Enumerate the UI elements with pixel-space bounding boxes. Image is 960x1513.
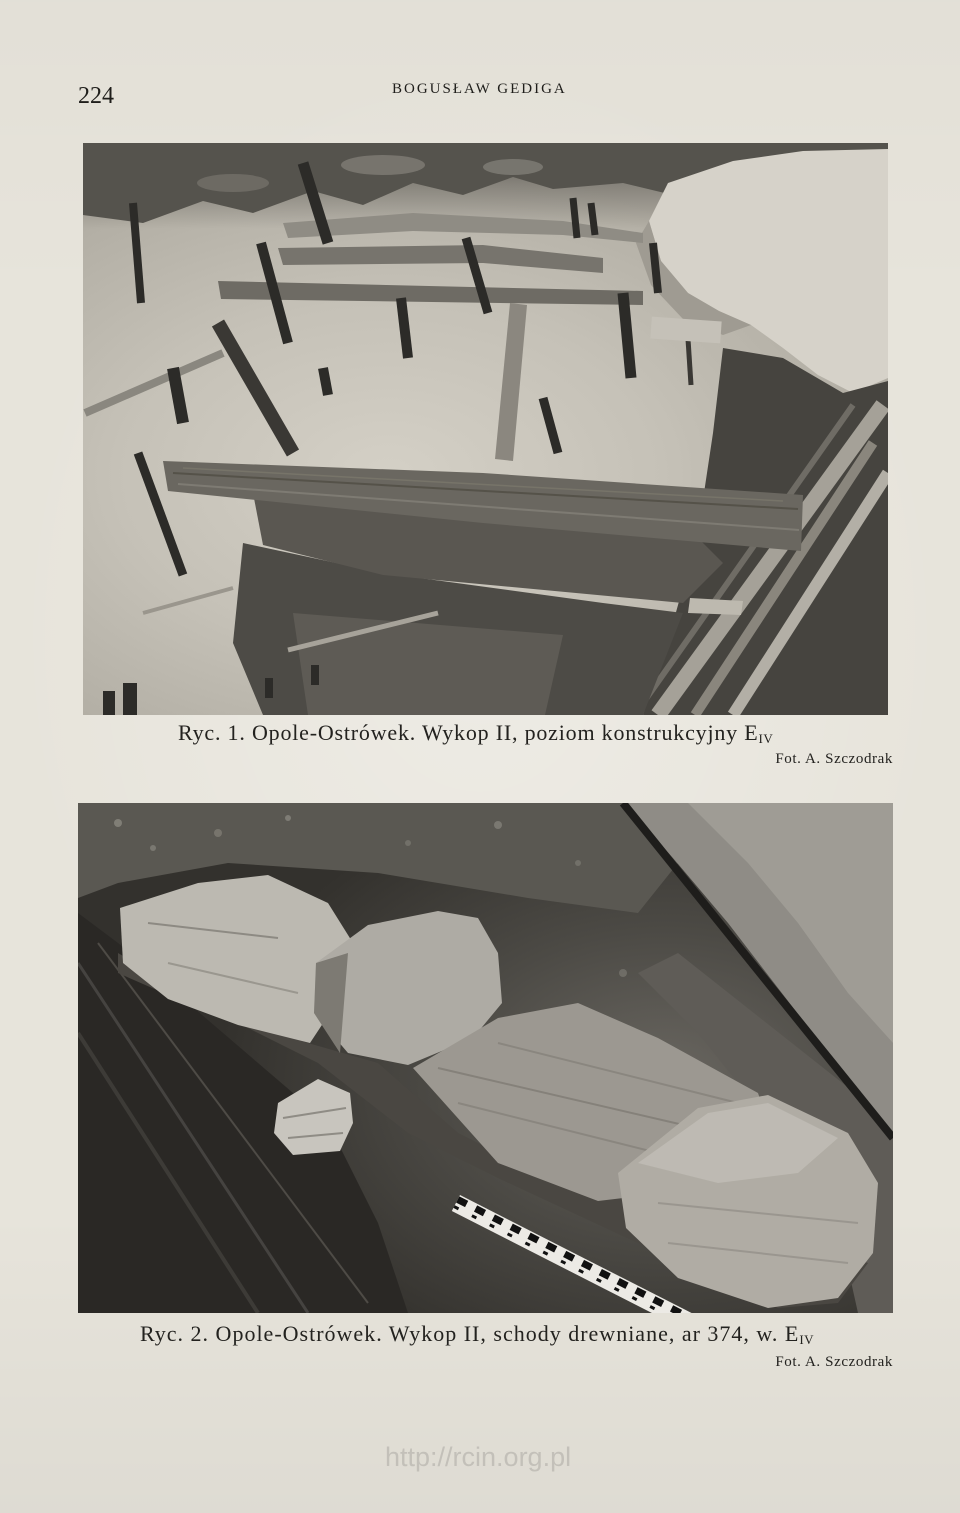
wooden-post [623, 293, 631, 378]
figure-1-caption [178, 720, 773, 749]
post-stub [103, 691, 115, 715]
soil-speckle [619, 969, 627, 977]
small-plank [688, 598, 743, 615]
figure-2-caption [140, 1321, 814, 1350]
soil-speckle [214, 829, 222, 837]
wooden-post [653, 243, 658, 293]
soil-speckle [114, 819, 122, 827]
tree-light-patch [197, 174, 269, 192]
post-stub [123, 683, 137, 715]
upper-plank [283, 213, 643, 243]
wooden-stairs-image [78, 803, 893, 1313]
signboard [650, 317, 721, 385]
post-stub [311, 665, 319, 685]
slanted-beam [218, 323, 293, 453]
wooden-post [573, 198, 577, 238]
tree-light-patch [341, 155, 425, 175]
figure-2-caption-subscript: IV [799, 1332, 815, 1347]
wooden-post [401, 298, 408, 358]
running-head: BOGUSŁAW GEDIGA [392, 81, 567, 97]
wooden-post [591, 203, 595, 235]
upper-plank [278, 245, 603, 273]
tree-light-patch [483, 159, 543, 175]
soil-speckle [405, 840, 411, 846]
soil-speckle [150, 845, 156, 851]
vertical-plank [495, 303, 527, 461]
wooden-post [323, 368, 328, 395]
figure-1-photo [83, 143, 888, 715]
figure-1-caption-subscript: IV [758, 731, 774, 746]
figure-2-photo [78, 803, 893, 1313]
soil-speckle [494, 821, 502, 829]
sand-stick [143, 588, 233, 613]
page-number: 224 [78, 83, 114, 109]
repository-watermark: http://rcin.org.pl [385, 1442, 572, 1472]
long-pole [85, 353, 223, 413]
wooden-post [543, 398, 558, 453]
wooden-post [173, 368, 183, 423]
figure-2-caption-text: Ryc. 2. Opole-Ostrówek. Wykop II, schody drewniane, ar 374, w. E [140, 1321, 800, 1346]
soil-speckle [285, 815, 291, 821]
figure-1-caption-text: Ryc. 1. Opole-Ostrówek. Wykop II, poziom konstrukcyjny E [178, 720, 759, 745]
excavation-structure-image [83, 143, 888, 715]
figure-2-photo-credit: Fot. A. Szczodrak [775, 1354, 893, 1370]
soil-speckle [575, 860, 581, 866]
post-stub [265, 678, 273, 698]
signboard-post [688, 339, 691, 385]
figure-1-photo-credit: Fot. A. Szczodrak [775, 751, 893, 767]
